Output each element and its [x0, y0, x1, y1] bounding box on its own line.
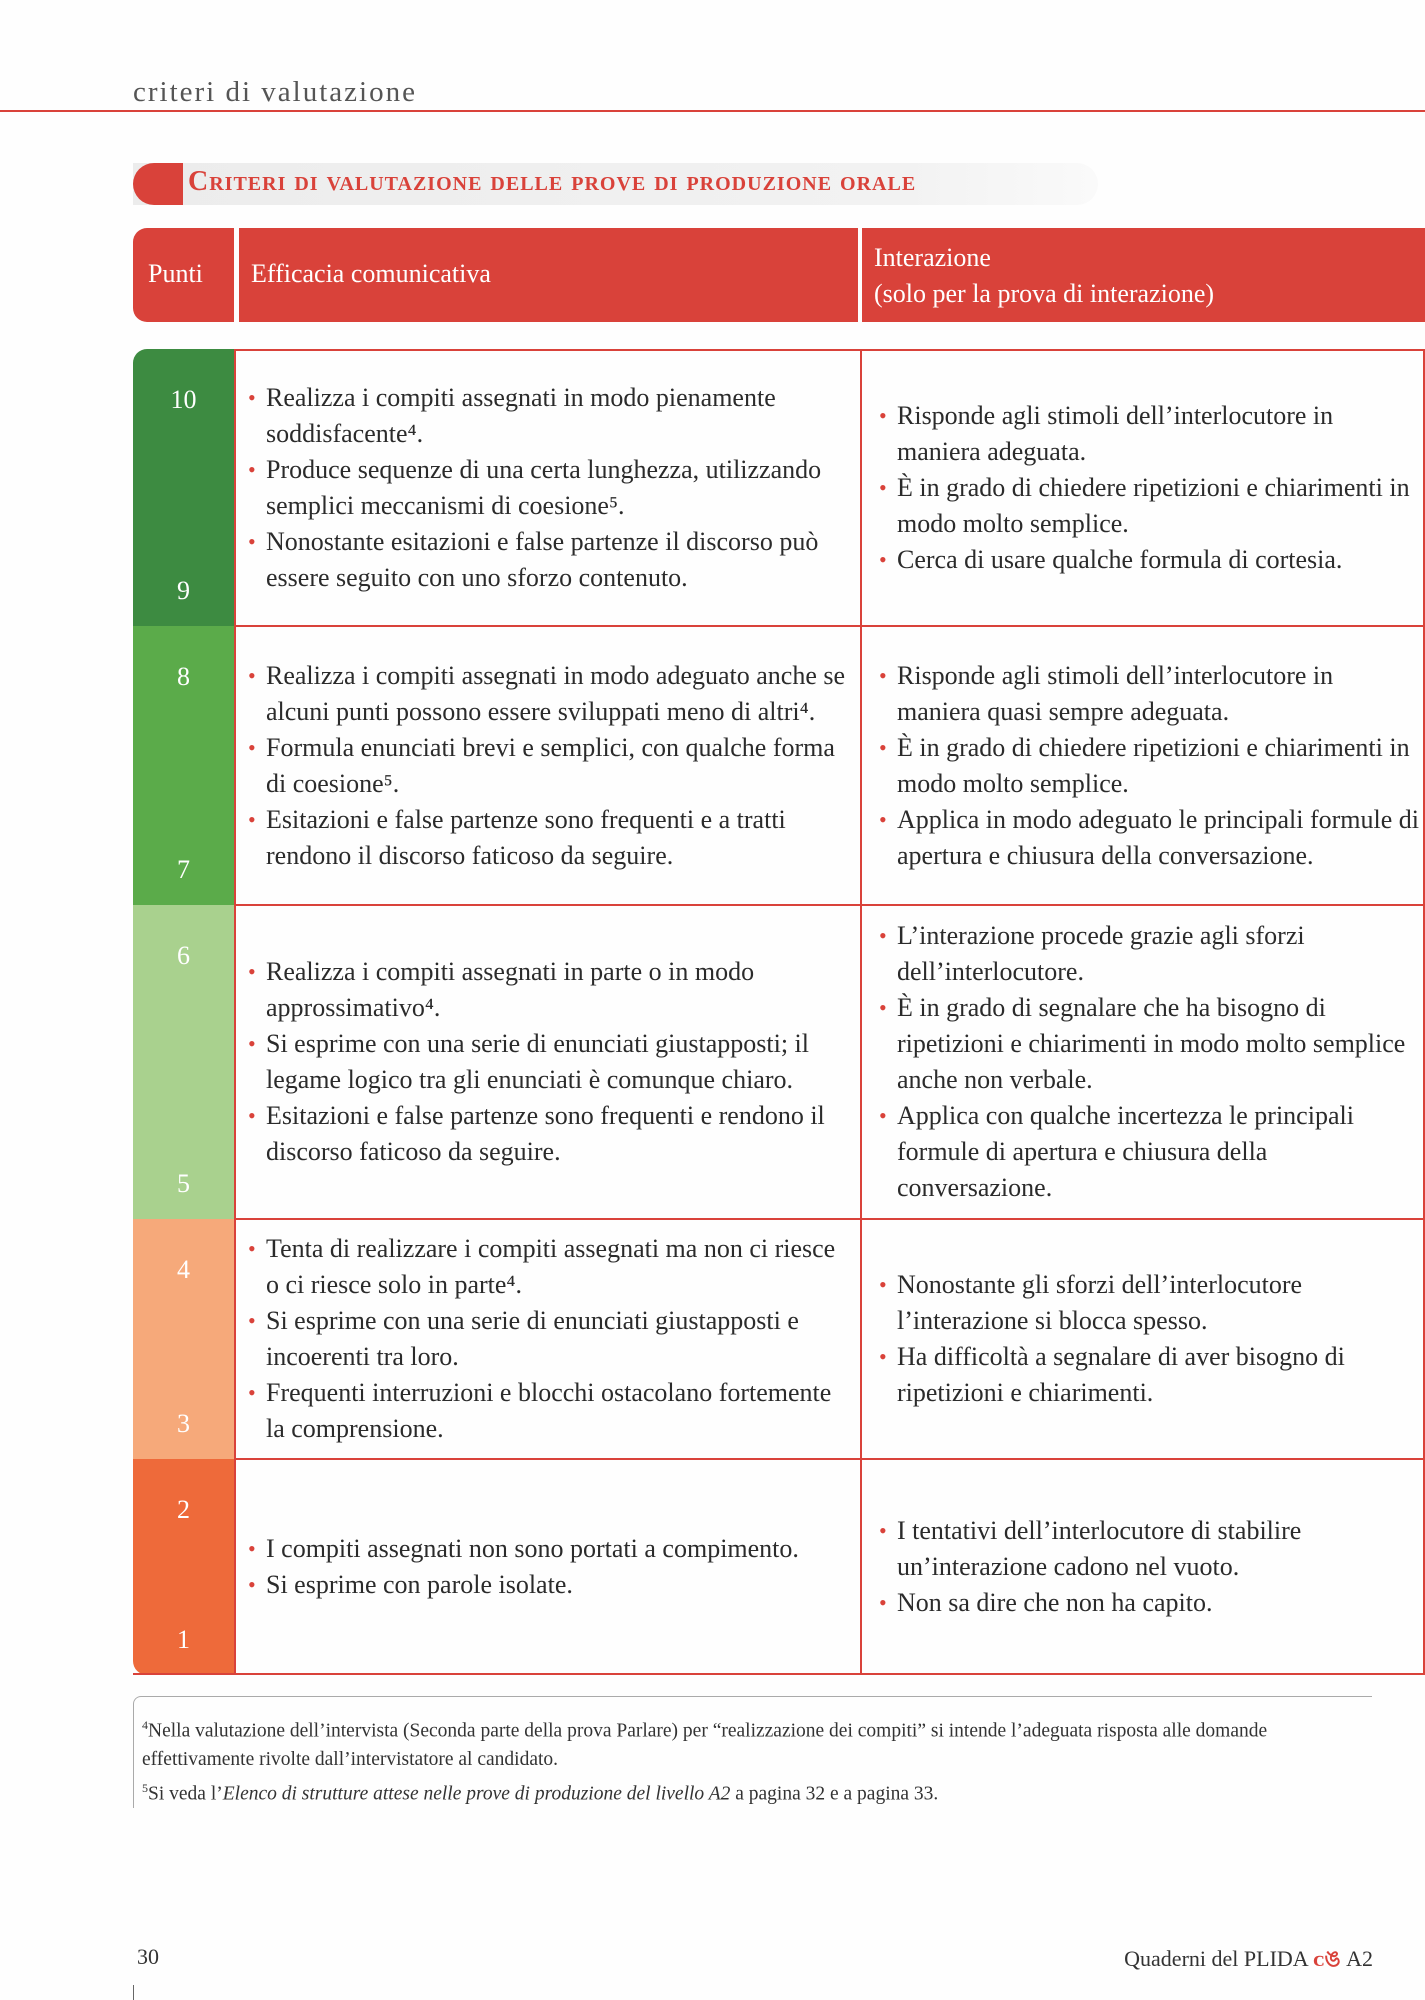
criterion-item: • Applica con qualche incertezza le principali formule di apertura e chiusura della conversazione.: [877, 1098, 1422, 1206]
criterion-item: • Si esprime con una serie di enunciati giustapposti e incoerenti tra loro.: [246, 1303, 846, 1375]
column-header-punti: Punti: [133, 228, 234, 322]
criterion-item: • Tenta di realizzare i compiti assegnati ma non ci riesce o ci riesce solo in parte⁴.: [246, 1231, 846, 1303]
score-bottom: 1: [177, 1625, 190, 1654]
header-rule: [0, 110, 1425, 112]
criterion-item: • Realizza i compiti assegnati in parte o in modo approssimativo⁴.: [246, 954, 846, 1026]
table-column-divider: [234, 349, 236, 1675]
criterion-item: • Nonostante gli sforzi dell’interlocutore l’interazione si blocca spesso.: [877, 1267, 1422, 1339]
criterion-item: • Realizza i compiti assegnati in modo pienamente soddisfacente⁴.: [246, 380, 846, 452]
series-logo-icon: ᴄঙ: [1312, 1946, 1341, 1971]
footnotes: [133, 1696, 1372, 1808]
interazione-cell: [877, 634, 1422, 897]
column-header-interazione-line1: Interazione: [874, 243, 991, 272]
criterion-item: • Risponde agli stimoli dell’interlocutore in maniera adeguata.: [877, 398, 1422, 470]
folio-rule: [133, 1985, 134, 2000]
criterion-item: • I tentativi dell’interlocutore di stabilire un’interazione cadono nel vuoto.: [877, 1513, 1422, 1585]
score-band: [133, 1459, 234, 1675]
row-divider: [234, 1218, 1425, 1220]
efficacia-cell: [246, 913, 846, 1211]
footnote-4-text: Nella valutazione dell’intervista (Seconda parte della prova Parlare) per “realizzazione dei compiti” si intende l’adeguata risposta alle domande effettivamente rivolte dall’intervistatore al candidato.: [142, 1720, 1268, 1770]
interazione-list: [877, 398, 1422, 578]
footnote-5-mark: 5: [142, 1780, 148, 1795]
criterion-item: • Risponde agli stimoli dell’interlocutore in maniera quasi sempre adeguata.: [877, 658, 1422, 730]
efficacia-list: [246, 1231, 846, 1447]
efficacia-cell: [246, 357, 846, 618]
row-divider: [234, 1458, 1425, 1460]
column-header-efficacia: Efficacia comunicativa: [239, 228, 858, 322]
score-bottom: 3: [177, 1409, 190, 1438]
running-title: criteri di valutazione: [133, 76, 417, 108]
table-bottom-rule: [133, 1673, 1425, 1675]
score-top: 6: [177, 941, 190, 970]
efficacia-list: [246, 1531, 846, 1603]
series-name: Quaderni del PLIDA: [1124, 1946, 1308, 1971]
interazione-cell: [877, 913, 1422, 1211]
criterion-item: • Si esprime con una serie di enunciati giustapposti; il legame logico tra gli enunciati è comunque chiaro.: [246, 1026, 846, 1098]
interazione-list: [877, 1513, 1422, 1621]
efficacia-list: [246, 658, 846, 874]
footnote-4-mark: 4: [142, 1718, 148, 1732]
score-top: 4: [177, 1255, 190, 1284]
footnote-5-title: Elenco di strutture attese nelle prove di produzione del livello A2: [222, 1783, 731, 1804]
footnote-5-pre: Si veda l’: [148, 1783, 223, 1804]
score-top: 2: [177, 1495, 190, 1524]
interazione-list: [877, 1267, 1422, 1411]
criterion-item: • Produce sequenze di una certa lunghezza, utilizzando semplici meccanismi di coesione⁵.: [246, 452, 846, 524]
criterion-item: • Formula enunciati brevi e semplici, con qualche forma di coesione⁵.: [246, 730, 846, 802]
table-column-divider: [860, 349, 862, 1675]
column-header-interazione: [862, 228, 1425, 322]
column-header-interazione-line2: (solo per la prova di interazione): [874, 279, 1215, 308]
score-band: [133, 626, 234, 905]
series-level: A2: [1346, 1946, 1373, 1971]
criterion-item: • Applica in modo adeguato le principali formule di apertura e chiusura della conversazione.: [877, 802, 1422, 874]
interazione-cell: [877, 357, 1422, 618]
interazione-cell: [877, 1467, 1422, 1667]
footnote-4: [142, 1711, 1372, 1774]
efficacia-list: [246, 954, 846, 1170]
score-top: 10: [170, 385, 197, 414]
row-divider: [234, 625, 1425, 627]
score-bottom: 5: [177, 1169, 190, 1198]
row-divider: [234, 904, 1425, 906]
criterion-item: • Realizza i compiti assegnati in modo adeguato anche se alcuni punti possono essere sviluppati meno di altri⁴.: [246, 658, 846, 730]
score-top: 8: [177, 662, 190, 691]
score-band: [133, 905, 234, 1219]
criterion-item: • È in grado di chiedere ripetizioni e chiarimenti in modo molto semplice.: [877, 470, 1422, 542]
criterion-item: • Esitazioni e false partenze sono frequenti e a tratti rendono il discorso faticoso da seguire.: [246, 802, 846, 874]
criteria-table: [133, 349, 1425, 1675]
section-title-bar: [133, 163, 1098, 205]
criterion-item: • Esitazioni e false partenze sono frequenti e rendono il discorso faticoso da seguire.: [246, 1098, 846, 1170]
criterion-item: • È in grado di chiedere ripetizioni e chiarimenti in modo molto semplice.: [877, 730, 1422, 802]
score-bottom: 7: [177, 855, 190, 884]
criterion-item: • È in grado di segnalare che ha bisogno di ripetizioni e chiarimenti in modo molto semplice anche non verbale.: [877, 990, 1422, 1098]
criterion-item: • Nonostante esitazioni e false partenze il discorso può essere seguito con uno sforzo contenuto.: [246, 524, 846, 596]
criterion-item: • I compiti assegnati non sono portati a compimento.: [246, 1531, 846, 1567]
series-label: [1124, 1942, 1373, 1979]
row-divider: [234, 349, 1425, 351]
section-title: Criteri di valutazione delle prove di produzione orale: [188, 166, 917, 197]
criterion-item: • Cerca di usare qualche formula di cortesia.: [877, 542, 1422, 578]
criterion-item: • Frequenti interruzioni e blocchi ostacolano fortemente la comprensione.: [246, 1375, 846, 1447]
score-band: [133, 1219, 234, 1459]
section-title-tab: [133, 163, 183, 205]
score-bottom: 9: [177, 576, 190, 605]
criterion-item: • L’interazione procede grazie agli sforzi dell’interlocutore.: [877, 918, 1422, 990]
efficacia-cell: [246, 1227, 846, 1451]
criterion-item: • Ha difficoltà a segnalare di aver bisogno di ripetizioni e chiarimenti.: [877, 1339, 1422, 1411]
page-number: 30: [137, 1944, 159, 1969]
interazione-list: [877, 918, 1422, 1206]
efficacia-cell: [246, 634, 846, 897]
criterion-item: • Non sa dire che non ha capito.: [877, 1585, 1422, 1621]
efficacia-cell: [246, 1467, 846, 1667]
efficacia-list: [246, 380, 846, 596]
criterion-item: • Si esprime con parole isolate.: [246, 1567, 846, 1603]
footnote-5: [142, 1774, 1372, 1809]
interazione-list: [877, 658, 1422, 874]
score-band: [133, 349, 234, 626]
interazione-cell: [877, 1227, 1422, 1451]
footnote-5-post: a pagina 32 e a pagina 33.: [730, 1783, 939, 1804]
